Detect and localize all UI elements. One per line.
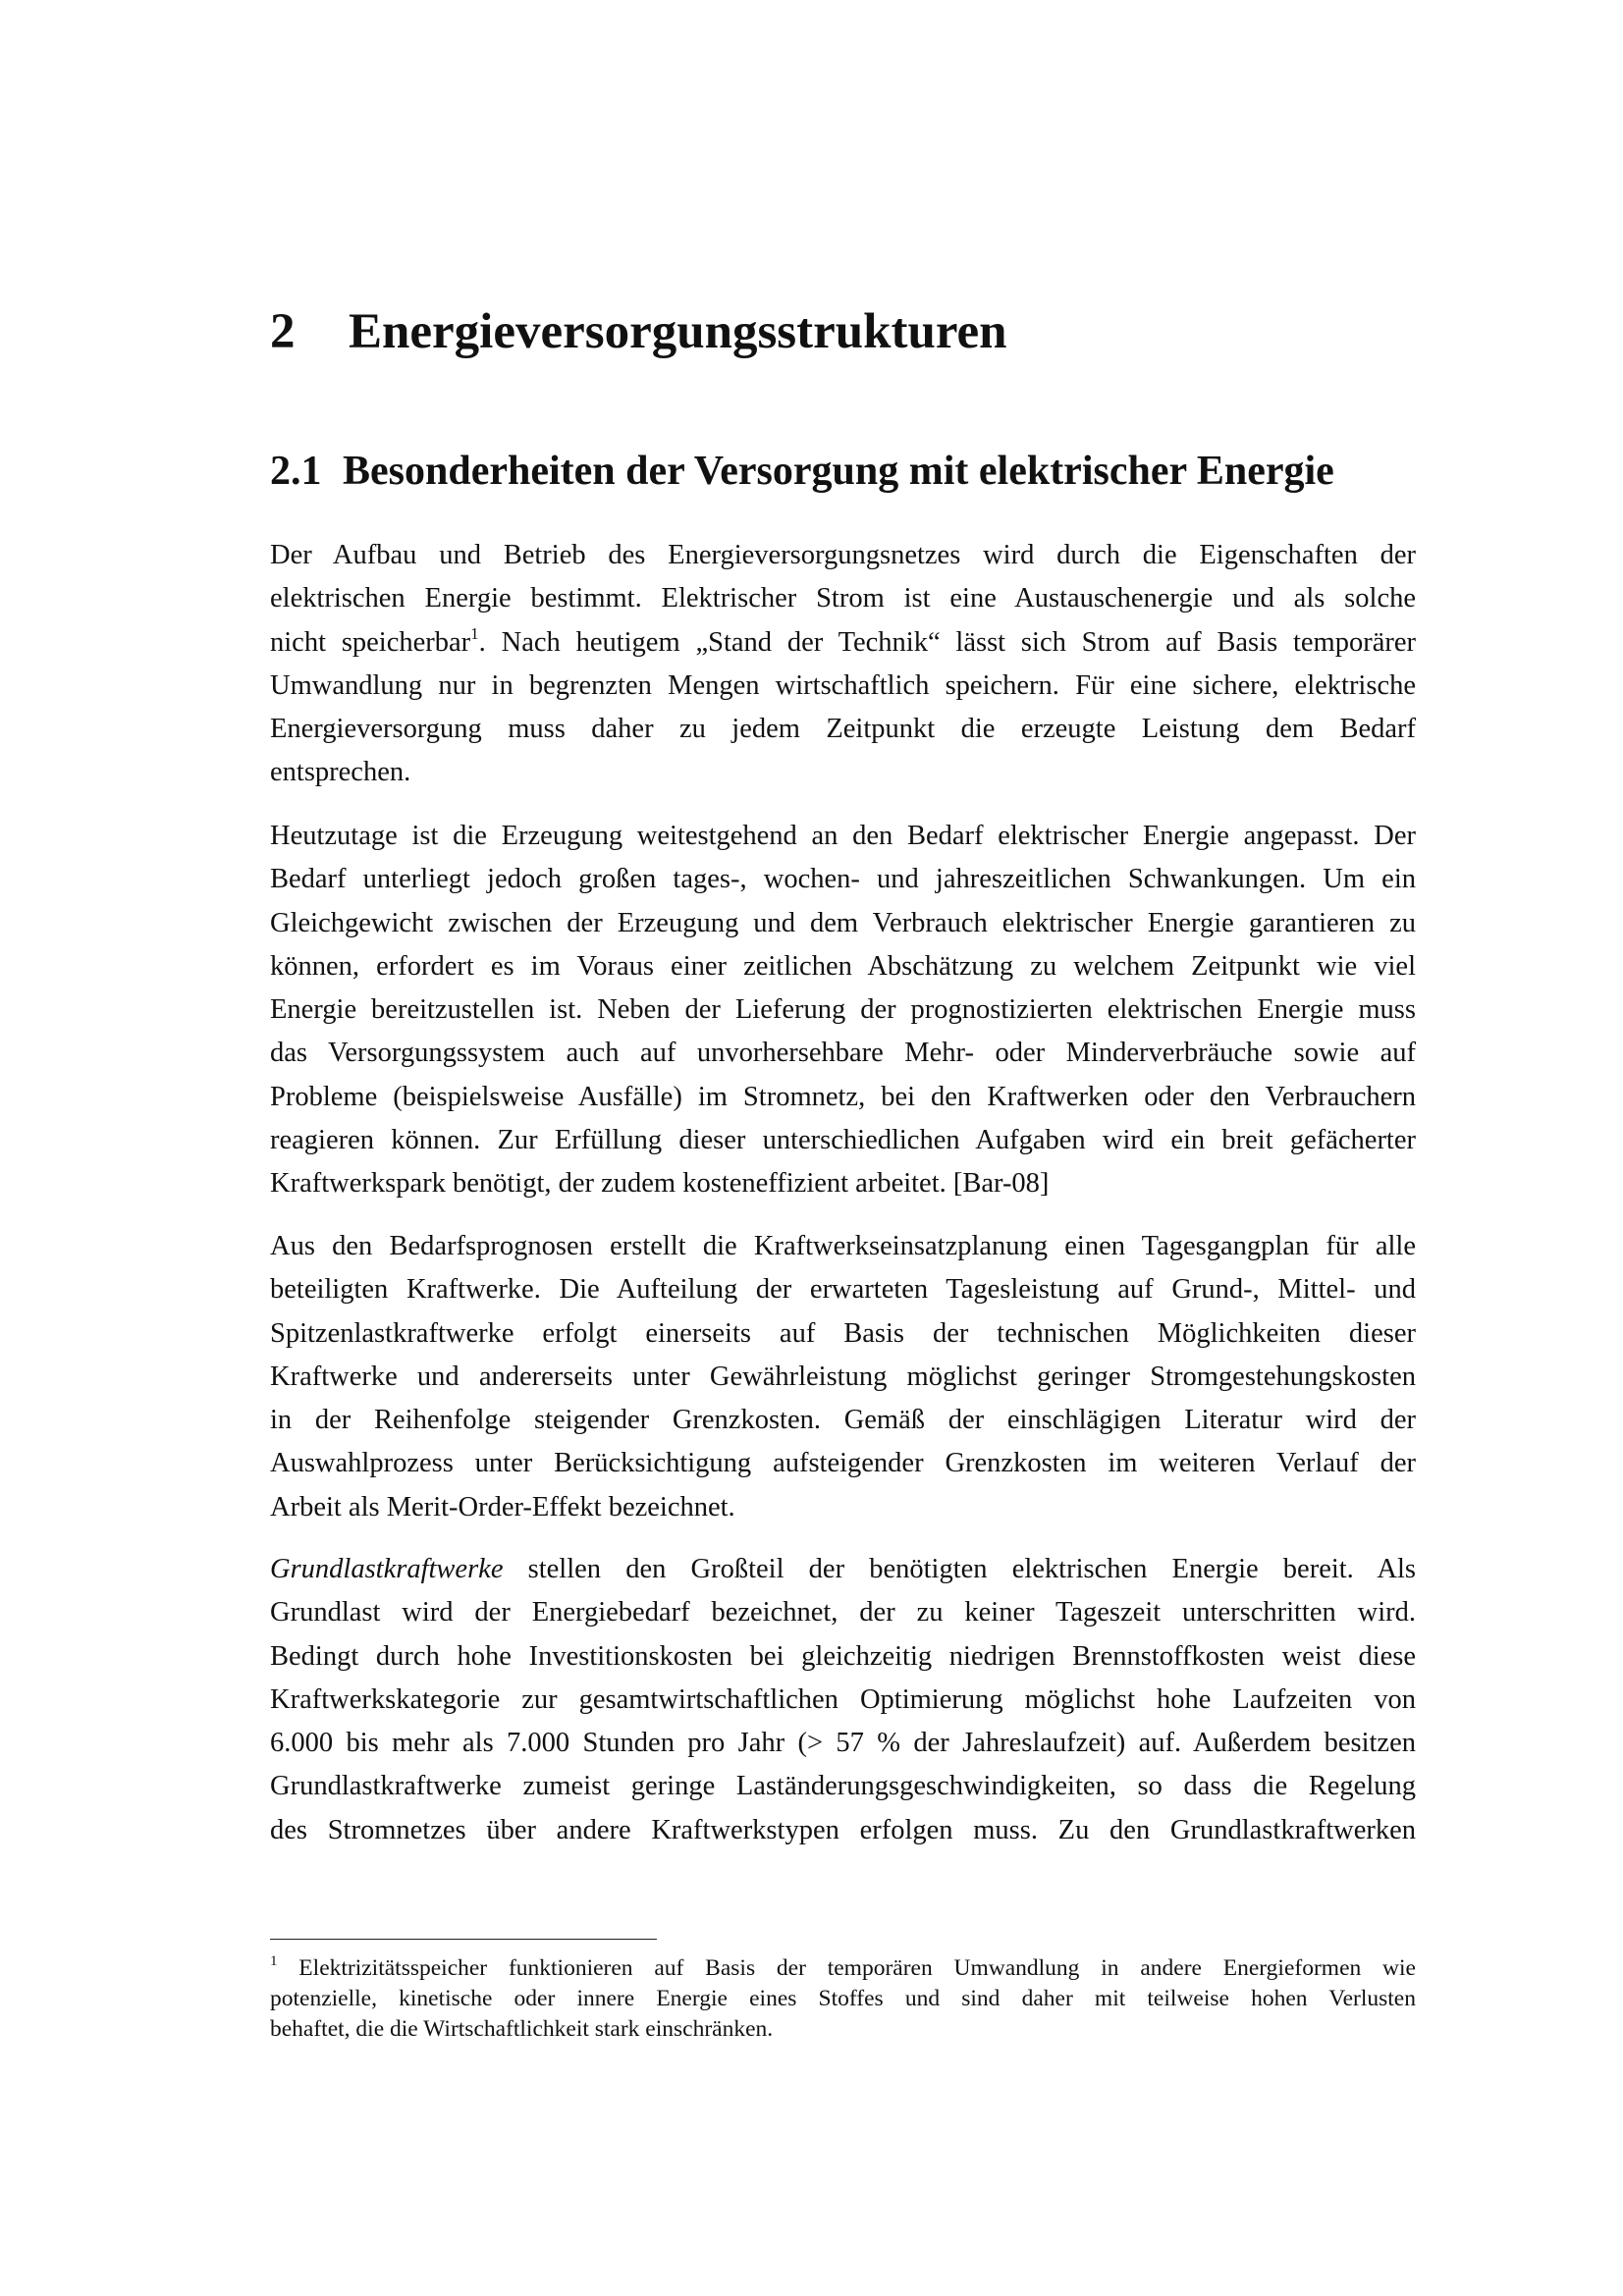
paragraph-4: [270, 1548, 1416, 1852]
paragraph-line: Grundlast wird der Energiebedarf bezeichnet, der zu keiner Tageszeit unterschritten wird.: [270, 1597, 1416, 1629]
footnote-line: [270, 1953, 1416, 1984]
paragraph-line: Energie bereitzustellen ist. Neben der Lieferung der prognostizierten elektrischen Energie muss: [270, 994, 1416, 1026]
paragraph-line: Kraftwerkspark benötigt, der zudem kosteneffizient arbeitet. [Bar-08]: [270, 1168, 1050, 1200]
paragraph-3: [270, 1225, 1416, 1529]
footnote-line: behaftet, die die Wirtschaftlichkeit stark einschränken.: [270, 2016, 774, 2042]
paragraph-line: Kraftwerkskategorie zur gesamtwirtschaftlichen Optimierung möglichst hohe Laufzeiten von: [270, 1683, 1416, 1715]
emphasized-term: Grundlastkraftwerke: [270, 1554, 504, 1584]
paragraph-line: Auswahlprozess unter Berücksichtigung aufsteigender Grenzkosten im weiteren Verlauf der: [270, 1448, 1416, 1479]
paragraph-line: Aus den Bedarfsprognosen erstellt die Kraftwerkseinsatzplanung einen Tagesgangplan für alle: [270, 1231, 1416, 1261]
section-title: Besonderheiten der Versorgung mit elektrischer Energie: [343, 449, 1334, 494]
paragraph-line: beteiligten Kraftwerke. Die Aufteilung der erwarteten Tagesleistung auf Grund-, Mittel- und: [270, 1274, 1416, 1306]
section-number: 2.1: [270, 449, 322, 494]
paragraph-text: nicht speicherbar: [270, 626, 471, 658]
paragraph-1: [270, 534, 1416, 795]
paragraph-line: Heutzutage ist die Erzeugung weitestgehend an den Bedarf elektrischer Energie angepasst. Der: [270, 821, 1416, 851]
paragraph-line: elektrischen Energie bestimmt. Elektrischer Strom ist eine Austauschenergie und als solche: [270, 583, 1416, 614]
footnote: [270, 1953, 1416, 2045]
paragraph-line: [270, 1548, 1416, 1591]
chapter-number: 2: [270, 304, 296, 359]
paragraph-line: Spitzenlastkraftwerke erfolgt einerseits auf Basis der technischen Möglichkeiten dieser: [270, 1317, 1416, 1349]
footnote-text: Elektrizitätsspeicher funktionieren auf Basis der temporären Umwandlung in andere Energieformen wie: [277, 1955, 1416, 1981]
paragraph-line: das Versorgungssystem auch auf unvorhersehbare Mehr- oder Minderverbräuche sowie auf: [270, 1038, 1416, 1069]
paragraph-line: Der Aufbau und Betrieb des Energieversorgungsnetzes wird durch die Eigenschaften der: [270, 540, 1416, 570]
paragraph-line: reagieren können. Zur Erfüllung dieser unterschiedlichen Aufgaben wird ein breit gefächerter: [270, 1125, 1416, 1156]
paragraph-line: Grundlastkraftwerke zumeist geringe Laständerungsgeschwindigkeiten, so dass die Regelung: [270, 1771, 1416, 1802]
paragraph-line: in der Reihenfolge steigender Grenzkosten. Gemäß der einschlägigen Literatur wird der: [270, 1405, 1416, 1436]
paragraph-text: . Nach heutigem „Stand der Technik“ lässt sich Strom auf Basis temporärer: [478, 626, 1416, 658]
section-heading: [270, 447, 1334, 496]
paragraph-line: Bedingt durch hohe Investitionskosten bei gleichzeitig niedrigen Brennstoffkosten weist diese: [270, 1640, 1416, 1672]
paragraph-line: [270, 621, 1416, 665]
paragraph-2: [270, 815, 1416, 1206]
footnote-divider: [270, 1939, 657, 1940]
paragraph-line: Umwandlung nur in begrenzten Mengen wirtschaftlich speichern. Für eine sichere, elektrische: [270, 669, 1416, 701]
paragraph-line: können, erfordert es im Voraus einer zeitlichen Abschätzung zu welchem Zeitpunkt wie viel: [270, 950, 1416, 982]
paragraph-line: des Stromnetzes über andere Kraftwerkstypen erfolgen muss. Zu den Grundlastkraftwerken: [270, 1814, 1416, 1845]
chapter-heading: [270, 302, 1007, 361]
footnote-marker: 1: [270, 1953, 278, 1969]
chapter-title: Energieversorgungsstrukturen: [349, 304, 1007, 359]
paragraph-line: Arbeit als Merit-Order-Effekt bezeichnet.: [270, 1491, 735, 1522]
paragraph-line: Gleichgewicht zwischen der Erzeugung und dem Verbrauch elektrischer Energie garantieren zu: [270, 907, 1416, 938]
paragraph-line: Kraftwerke und andererseits unter Gewährleistung möglichst geringer Stromgestehungskosten: [270, 1361, 1416, 1392]
footnote-line: potenzielle, kinetische oder innere Energie eines Stoffes und sind daher mit teilweise hohen Verlusten: [270, 1986, 1416, 2011]
footnote-reference[interactable]: 1: [470, 623, 479, 643]
paragraph-line: Energieversorgung muss daher zu jedem Zeitpunkt die erzeugte Leistung dem Bedarf: [270, 714, 1416, 745]
paragraph-text: stellen den Großteil der benötigten elektrischen Energie bereit. Als: [503, 1554, 1416, 1584]
paragraph-line: Probleme (beispielsweise Ausfälle) im Stromnetz, bei den Kraftwerken oder den Verbrauchern: [270, 1081, 1416, 1112]
paragraph-line: entsprechen.: [270, 757, 411, 788]
paragraph-line: Bedarf unterliegt jedoch großen tages-, wochen- und jahreszeitlichen Schwankungen. Um ein: [270, 864, 1416, 895]
paragraph-line: 6.000 bis mehr als 7.000 Stunden pro Jahr (> 57 % der Jahreslaufzeit) auf. Außerdem besitzen: [270, 1728, 1416, 1759]
